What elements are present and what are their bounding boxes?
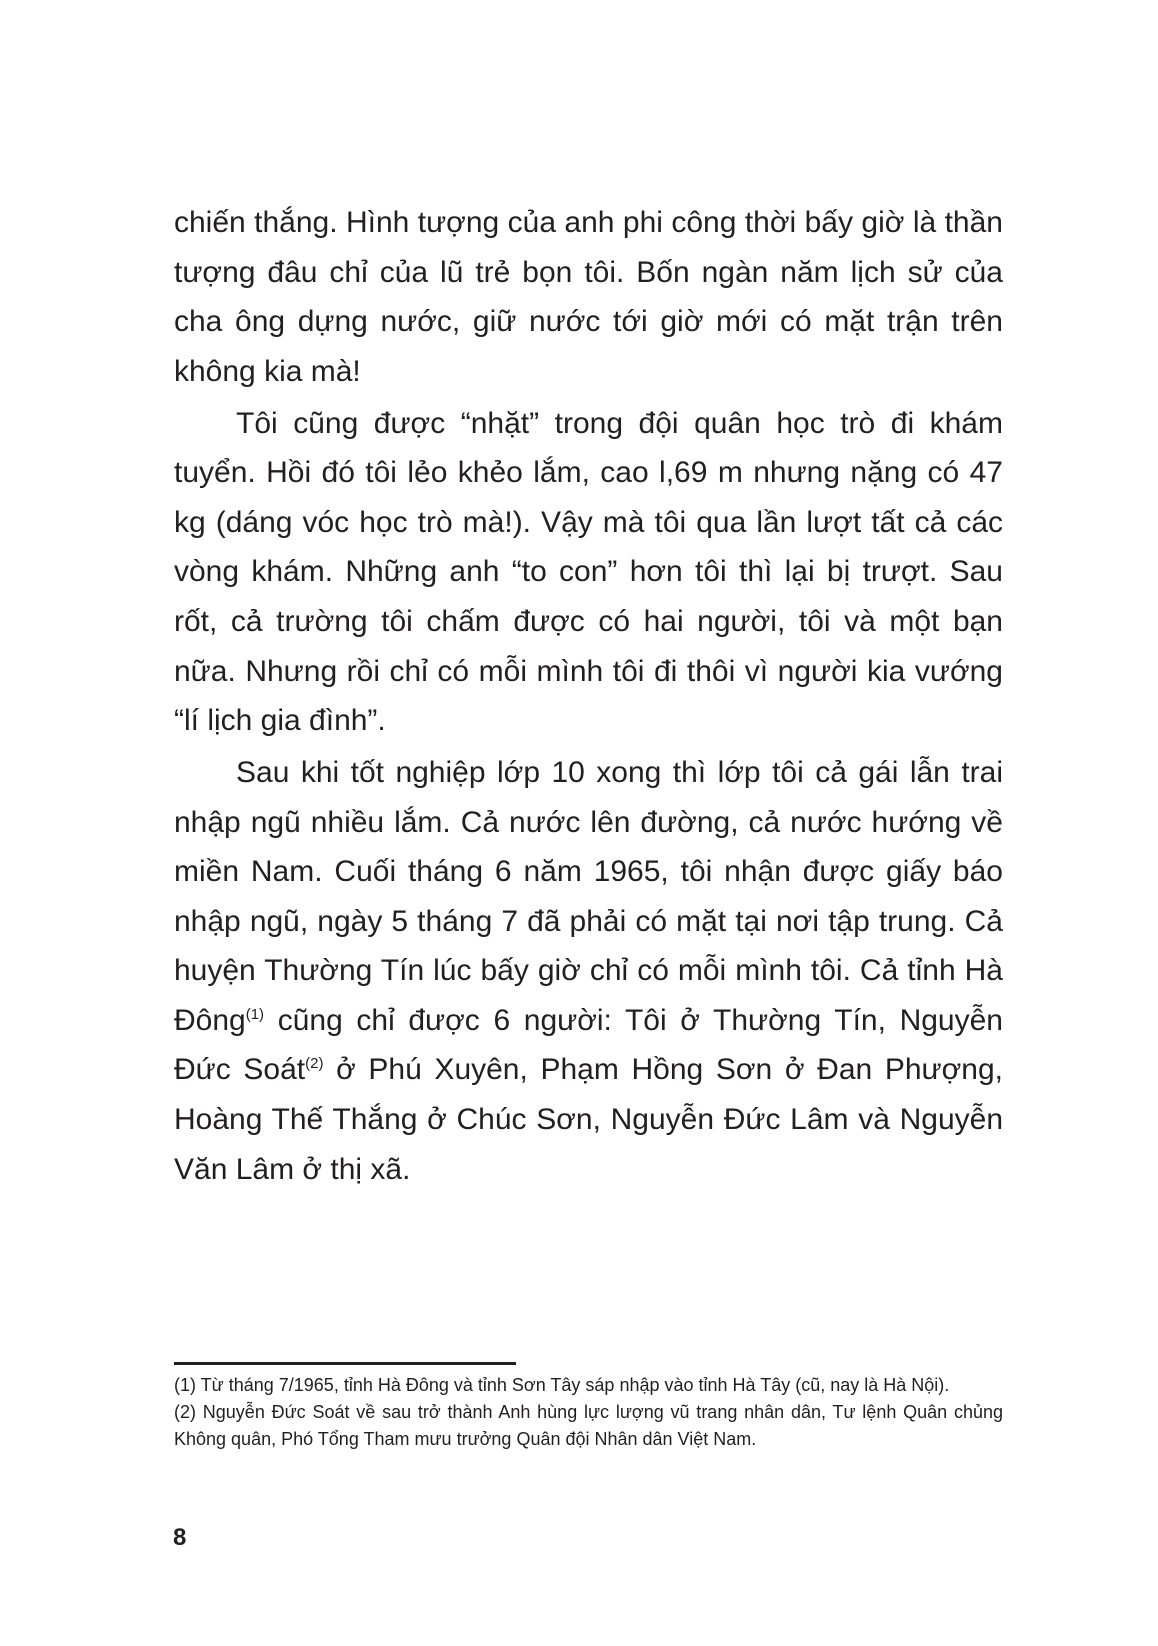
paragraph-3-part-c: ở Phú Xuyên, Phạm Hồng Sơn ở Đan Phượng, Hoàng Thế Thắng ở Chúc Sơn, Nguyễn Đức Lâm và Nguyễn Văn Lâm ở thị xã.: [174, 1053, 1004, 1186]
footnote-2: (2) Nguyễn Đức Soát về sau trở thành Anh hùng lực lượng vũ trang nhân dân, Tư lệnh Quân chủng Không quân, Phó Tổng Tham mưu trưởng Quân đội Nhân dân Việt Nam.: [174, 1402, 1003, 1449]
footnote-reference-2[interactable]: (2): [305, 1055, 324, 1073]
paragraph-1: chiến thắng. Hình tượng của anh phi công thời bấy giờ là thần tượng đâu chỉ của lũ trẻ bọn tôi. Bốn ngàn năm lịch sử của cha ông dựng nước, giữ nước tới giờ mới có mặt trận trên không kia mà!: [174, 206, 1003, 388]
page-number: 8: [173, 1524, 187, 1551]
footnotes: [174, 1372, 1003, 1453]
footnote-1: (1) Từ tháng 7/1965, tỉnh Hà Đông và tỉnh Sơn Tây sáp nhập vào tỉnh Hà Tây (cũ, nay là Hà Nội).: [174, 1375, 950, 1395]
footnote-separator: [174, 1362, 516, 1365]
body-text: [174, 198, 1003, 1196]
paragraph-3-part-b: cũng chỉ được 6 người: Tôi ở Thường Tín, Nguyễn Đức Soát: [174, 1003, 1003, 1087]
paragraph-2: Tôi cũng được “nhặt” trong đội quân học trò đi khám tuyển. Hồi đó tôi lẻo khẻo lắm, cao l,69 m nhưng nặng có 47 kg (dáng vóc học trò mà!). Vậy mà tôi qua lần lượt tất cả các vòng khám. Những anh “to con” hơn tôi thì lại bị trượt. Sau rốt, cả trường tôi chấm được có hai người, tôi và một bạn nữa. Nhưng rồi chỉ có mỗi mình tôi đi thôi vì người kia vướng “lí lịch gia đình”.: [174, 406, 1003, 738]
footnote-reference-1[interactable]: (1): [245, 1005, 265, 1023]
paragraph-3-part-a: Sau khi tốt nghiệp lớp 10 xong thì lớp tôi cả gái lẫn trai nhập ngũ nhiều lắm. Cả nước lên đường, cả nước hướng về miền Nam. Cuối tháng 6 năm 1965, tôi nhận được giấy báo nhập ngũ, ngày 5 tháng 7 đã phải có mặt tại nơi tập trung. Cả huyện Thường Tín lúc bấy giờ chỉ có mỗi mình tôi. Cả tỉnh Hà Đông: [174, 755, 1003, 1037]
paragraph-3: [174, 748, 1003, 1194]
